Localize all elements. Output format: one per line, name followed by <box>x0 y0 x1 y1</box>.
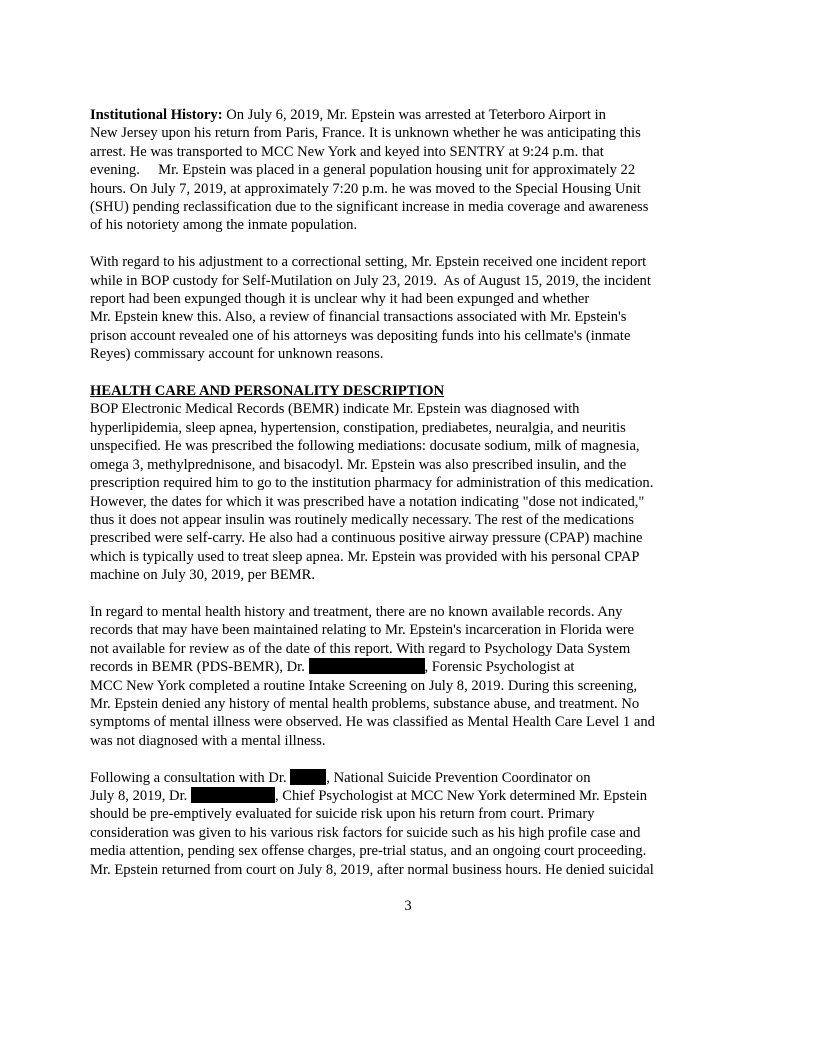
text-line: unspecified. He was prescribed the following mediations: docusate sodium, milk of magnesia, <box>90 438 640 455</box>
text-line: Mr. Epstein knew this. Also, a review of financial transactions associated with Mr. Epstein's <box>90 309 627 326</box>
text-line: evening. Mr. Epstein was placed in a general population housing unit for approximately 22 <box>90 162 636 179</box>
redaction-block <box>191 787 275 803</box>
redaction-block <box>290 769 326 785</box>
text-line: hyperlipidemia, sleep apnea, hypertension, constipation, prediabetes, neuralgia, and neuritis <box>90 419 626 436</box>
text-line: should be pre-emptively evaluated for suicide risk upon his return from court. Primary <box>90 806 595 823</box>
text-line: omega 3, methylprednisone, and bisacodyl. Mr. Epstein was also prescribed insulin, and the <box>90 456 627 473</box>
text-line: machine on July 30, 2019, per BEMR. <box>90 567 315 584</box>
text-line: symptoms of mental illness were observed. He was classified as Mental Health Care Level 1 and <box>90 714 655 731</box>
text-fragment: , National Suicide Prevention Coordinator on <box>326 769 591 786</box>
text-line: New Jersey upon his return from Paris, France. It is unknown whether he was anticipating this <box>90 125 641 142</box>
text-line: In regard to mental health history and treatment, there are no known available records. Any <box>90 603 623 620</box>
text-line: media attention, pending sex offense charges, pre-trial status, and an ongoing court proceeding. <box>90 843 647 860</box>
adjustment-paragraph <box>90 253 730 363</box>
text-line: of his notoriety among the inmate population. <box>90 217 358 234</box>
text-line: With regard to his adjustment to a correctional setting, Mr. Epstein received one incident report <box>90 254 647 271</box>
text-line: arrest. He was transported to MCC New York and keyed into SENTRY at 9:24 p.m. that <box>90 143 604 160</box>
text-line: Mr. Epstein returned from court on July 8, 2019, after normal business hours. He denied suicidal <box>90 861 654 878</box>
section-heading: HEALTH CARE AND PERSONALITY DESCRIPTION <box>90 383 445 400</box>
redaction-block <box>309 658 425 674</box>
text-line: thus it does not appear insulin was routinely medically necessary. The rest of the medications <box>90 511 634 528</box>
text-line: which is typically used to treat sleep apnea. Mr. Epstein was provided with his personal CPAP <box>90 548 640 565</box>
mental-health-paragraph <box>90 603 730 750</box>
text-fragment: , Chief Psychologist at MCC New York determined Mr. Epstein <box>274 787 648 804</box>
text-line: prison account revealed one of his attorneys was depositing funds into his cellmate's (inmate <box>90 327 631 344</box>
text-line: Reyes) commissary account for unknown reasons. <box>90 346 384 363</box>
page-number: 3 <box>404 898 412 914</box>
document-page <box>90 106 730 897</box>
text-fragment: Following a consultation with Dr. <box>90 769 291 786</box>
health-care-section <box>90 382 730 584</box>
text-line: On July 6, 2019, Mr. Epstein was arrested at Teterboro Airport in <box>222 107 606 123</box>
text-line: prescribed were self-carry. He also had a continuous positive airway pressure (CPAP) machine <box>90 530 643 547</box>
text-fragment: July 8, 2019, Dr. <box>90 787 191 804</box>
text-line: report had been expunged though it is unclear why it had been expunged and whether <box>90 291 590 308</box>
institutional-history-label: Institutional History: <box>90 107 223 123</box>
text-line: (SHU) pending reclassification due to the significant increase in media coverage and awareness <box>90 199 649 216</box>
institutional-history-paragraph <box>90 106 730 235</box>
text-line: not available for review as of the date of this report. With regard to Psychology Data System <box>90 640 631 657</box>
text-line: However, the dates for which it was prescribed have a notation indicating "dose not indicated," <box>90 493 645 510</box>
text-line: hours. On July 7, 2019, at approximately 7:20 p.m. he was moved to the Special Housing Unit <box>90 180 641 197</box>
text-fragment: , Forensic Psychologist at <box>424 659 575 676</box>
suicide-evaluation-paragraph <box>90 769 730 879</box>
text-line: while in BOP custody for Self-Mutilation on July 23, 2019. As of August 15, 2019, the incident <box>90 272 651 289</box>
text-fragment: records in BEMR (PDS-BEMR), Dr. <box>90 659 309 676</box>
text-line: was not diagnosed with a mental illness. <box>90 732 326 749</box>
text-line: records that may have been maintained relating to Mr. Epstein's incarceration in Florida were <box>90 622 635 639</box>
text-line: MCC New York completed a routine Intake Screening on July 8, 2019. During this screening, <box>90 677 638 694</box>
text-line: prescription required him to go to the institution pharmacy for administration of this medication. <box>90 475 654 492</box>
text-line: consideration was given to his various risk factors for suicide such as his high profile case and <box>90 824 641 841</box>
text-line: Mr. Epstein denied any history of mental health problems, substance abuse, and treatment. No <box>90 695 640 712</box>
text-line: BOP Electronic Medical Records (BEMR) indicate Mr. Epstein was diagnosed with <box>90 401 580 418</box>
